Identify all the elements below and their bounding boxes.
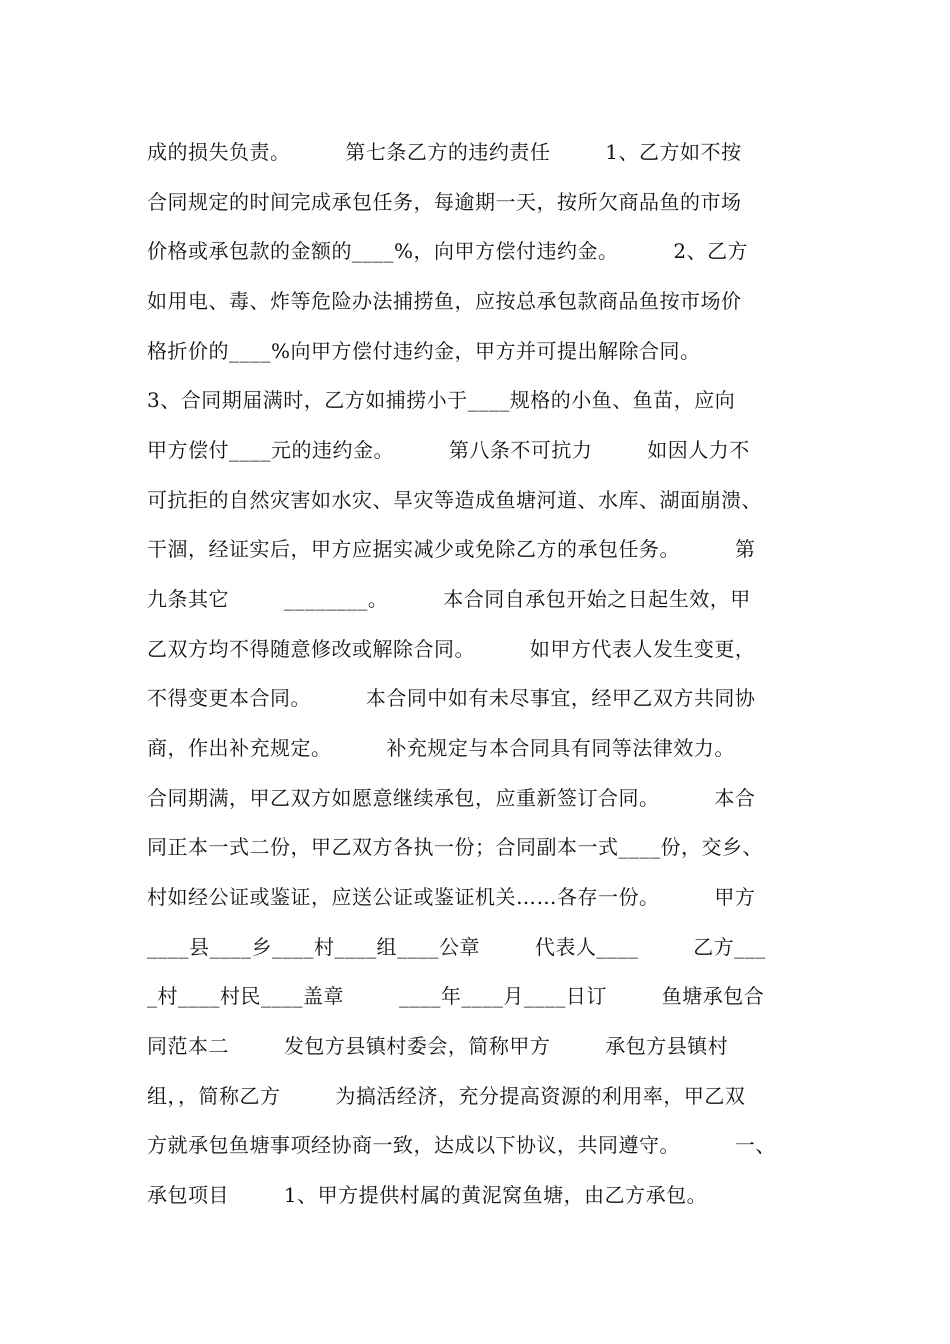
text-line: 不得变更本合同。 本合同中如有未尽事宜，经甲乙双方共同协 [147, 686, 756, 710]
text-line: 可抗拒的自然灾害如水灾、旱灾等造成鱼塘河道、水库、湖面崩溃、 [147, 488, 762, 512]
text-line: 九条其它 ________。 本合同自承包开始之日起生效，甲 [147, 587, 751, 611]
text-line: 格折价的____%向甲方偿付违约金，甲方并可提出解除合同。 [147, 339, 701, 363]
text-line: _村____村民____盖章 ____年____月____日订 鱼塘承包合 [147, 984, 765, 1008]
text-line: 3、合同期届满时，乙方如捕捞小于____规格的小鱼、鱼苗，应向 [147, 388, 736, 412]
text-line: 合同期满，甲乙双方如愿意继续承包，应重新签订合同。 本合 [147, 786, 756, 810]
text-line: ____县____乡____村____组____公章 代表人____ 乙方___ [147, 935, 766, 959]
text-line: 商，作出补充规定。 补充规定与本合同具有同等法律效力。 [147, 736, 735, 760]
text-line: 承包项目 1、甲方提供村属的黄泥窝鱼塘，由乙方承包。 [147, 1183, 708, 1207]
text-line: 成的损失负责。 第七条乙方的违约责任 1、乙方如不按 [147, 140, 742, 164]
text-line: 干涸，经证实后，甲方应据实减少或免除乙方的承包任务。 第 [147, 537, 756, 561]
text-line: 同范本二 发包方县镇村委会，简称甲方 承包方县镇村 [147, 1034, 729, 1058]
text-line: 合同规定的时间完成承包任务，每逾期一天，按所欠商品鱼的市场 [147, 190, 742, 214]
text-line: 价格或承包款的金额的____%，向甲方偿付违约金。 2、乙方 [147, 239, 749, 263]
text-line: 同正本一式二份，甲乙双方各执一份；合同副本一式____份，交乡、 [147, 835, 763, 859]
text-line: 村如经公证或鉴证，应送公证或鉴证机关……各存一份。 甲方 [147, 885, 756, 909]
text-line: 如用电、毒、炸等危险办法捕捞鱼，应按总承包款商品鱼按市场价 [147, 289, 742, 313]
text-line: 甲方偿付____元的违约金。 第八条不可抗力 如因人力不 [147, 438, 750, 462]
text-line: 乙双方均不得随意修改或解除合同。 如甲方代表人发生变更， [147, 637, 756, 661]
text-line: 方就承包鱼塘事项经协商一致，达成以下协议，共同遵守。 一、 [147, 1133, 776, 1157]
text-line: 组，，简称乙方 为搞活经济，充分提高资源的利用率，甲乙双 [147, 1084, 746, 1108]
